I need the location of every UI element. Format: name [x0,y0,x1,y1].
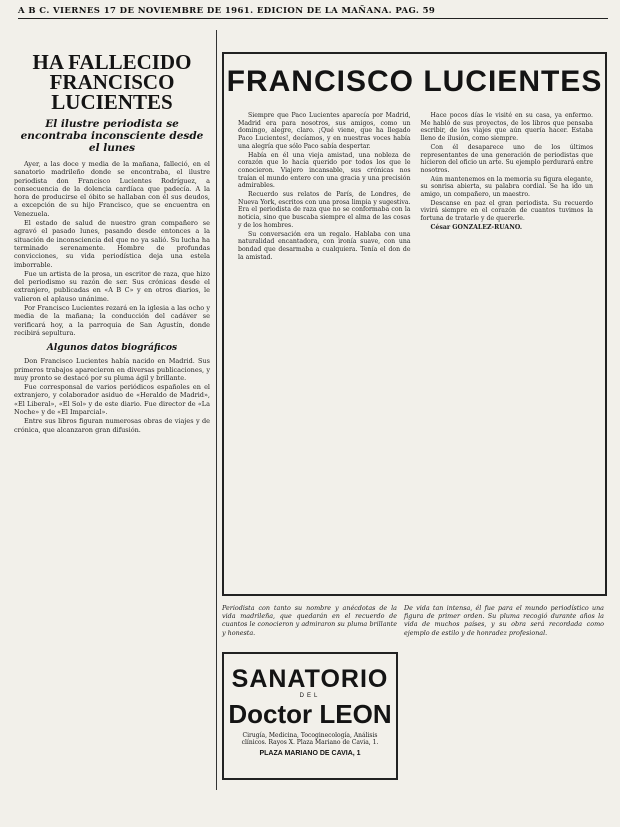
column-divider [216,30,217,790]
biography-body [14,357,210,434]
tribute-columns [238,112,593,262]
ad-address: PLAZA MARIANO DE CAVIA, 1 [259,749,361,757]
page-header: A B C. VIERNES 17 DE NOVIEMBRE DE 1961. EDICION DE LA MAÑANA. PAG. 59 [18,6,608,19]
ad-body: Cirugía, Medicina, Tocoginecología, Análisis clínicos. Rayos X. Plaza Mariano de Cavia, 1. [241,732,379,747]
paragraph: Don Francisco Lucientes había nacido en Madrid. Sus primeros trabajos aparecieron en diversas publicaciones, y muy pronto se destacó por su pluma ágil y brillante. [14,357,210,382]
tribute-column-2 [421,112,594,262]
paragraph: Había en él una vieja amistad, una nobleza de corazón que lo hacía querido por todos los que le conocieron. Viajero incansable, sus crónicas nos traían el mundo entero con una gracia y una precisión admirables. [238,151,411,190]
ad-del: DEL [299,693,321,699]
subheadline: El ilustre periodista se encontraba inconsciente desde el lunes [20,118,204,154]
paragraph: Ayer, a las doce y media de la mañana, falleció, en el sanatorio madrileño donde se encontraba, el ilustre periodista don Francisco Lucientes Rodríguez, a consecuencia de la dolencia cardíaca que padecía. A la hora de producirse el óbito se hallaban con él sus deudos, a excepción de su hijo Francisco, que se encuentra en Venezuela. [14,160,210,218]
tribute-box [222,52,607,596]
headline: HA FALLECIDO FRANCISCO LUCIENTES [32,50,192,114]
tribute-title: FRANCISCO LUCIENTES [226,65,603,98]
paragraph: Entre sus libros figuran numerosas obras de viajes y de crónica, que alcanzaron gran difusión. [14,417,210,434]
lower-middle-text [222,604,397,637]
paragraph: Recuerdo sus relatos de París, de Londres, de Nueva York, escritos con una prosa limpia y sugestiva. Era el periodista de raza que no se conformaba con la noticia, sino que buscaba siempre el alma de las cosas y de los hombres. [238,191,411,229]
left-column [14,30,210,435]
paragraph: Descanse en paz el gran periodista. Su recuerdo vivirá siempre en el corazón de cuantos tuvimos la fortuna de tratarle y de quererle. [420,199,593,223]
paragraph: Su conversación era un regalo. Hablaba con una naturalidad encantadora, con ironía suave, con una bondad que desarmaba a cualquiera. Tenía el don de la amistad. [238,230,411,261]
paragraph: Por Francisco Lucientes rezará en la iglesia a las ocho y media de la mañana; la conducción del cadáver se verificará hoy, a la parroquia de San Agustín, donde recibirá sepultura. [14,304,210,337]
signature: César GONZALEZ-RUANO. [430,223,523,231]
section-subtitle: Algunos datos biográficos [46,343,178,354]
tribute-column-1 [238,112,411,262]
paragraph: Con él desaparece uno de los últimos representantes de una generación de periodistas que hicieron del oficio un arte. Su ejemplo perdurará entre nosotros. [420,143,593,174]
ad-doctor: Doctor LEON [228,699,392,729]
article-body [14,160,210,337]
paragraph: Aún mantenemos en la memoria su figura elegante, su sonrisa abierta, su palabra cordial. Se ha ido un amigo, un compañero, un maestro. [420,175,593,199]
lower-right-text [404,604,604,637]
lower-right-body: De vida tan intensa, él fue para el mundo periodístico una figura de primer orden. Su pluma recogió durante años la vida de muchos países, y su obra será recordada como ejemplo de estilo y de honradez profesional. [404,604,604,637]
paragraph: El estado de salud de nuestro gran compañero se agravó el pasado lunes, pasando desde entonces a la situación de inconsciencia del que no ya salió. Su lucha ha terminado serenamente. Hombre de profundas convicciones, su vida periodística deja una estela imborrable. [14,219,210,269]
ad-title: SANATORIO [231,665,389,693]
paragraph: Fue un artista de la prosa, un escritor de raza, que hizo del periodismo su razón de ser. Sus crónicas desde el extranjero, publicadas en «A B C» y en otros diarios, le valieron el aplauso unánime. [14,269,210,303]
paragraph: Hace pocos días le visité en su casa, ya enfermo. Me habló de sus proyectos, de los libros que pensaba escribir, de los viajes que aún quería hacer. Estaba lleno de ilusión, como siempre. [420,112,593,143]
sanatorio-advertisement [222,652,398,780]
paragraph: Siempre que Paco Lucientes aparecía por Madrid, Madrid era para nosotros, sus amigos, como un domingo, alegre, claro. ¡Qué viene, que ha llegado Paco Lucientes!, decíamos, y en nuestras voces había una alegría que sólo Paco sabía despertar. [238,112,411,150]
paragraph: Fue corresponsal de varios periódicos españoles en el extranjero, y colaborador asiduo de «Heraldo de Madrid», «El Liberal», «El Sol» y de este diario. Fue director de «La Noche» y de «El Imparcial». [14,383,210,417]
lower-middle-body: Periodista con tanto su nombre y anécdotas de la vida madrileña, que quedarán en el recuerdo de cuantos le conocieron y admiraron su pluma brillante y honesta. [222,604,397,637]
